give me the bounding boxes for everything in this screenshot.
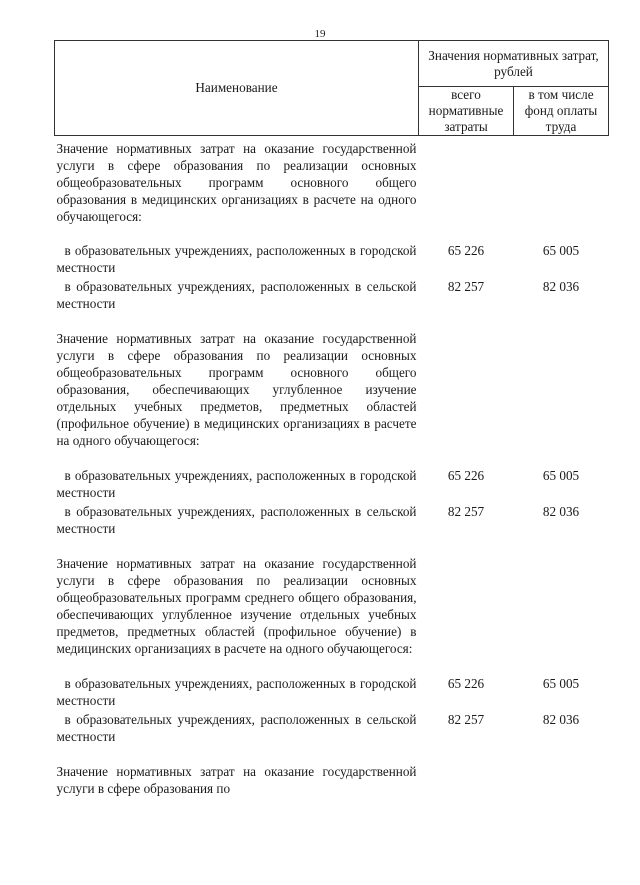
- row-label: в образовательных учреждениях, расположенных в городской местности: [56, 243, 417, 275]
- table-row: [55, 709, 609, 745]
- header-name: Наименование: [55, 41, 419, 136]
- wage-fund-value: 65 005: [542, 468, 580, 483]
- total-cost-value: 65 226: [447, 243, 485, 258]
- table-row: [55, 675, 609, 709]
- section-description-row: [55, 745, 609, 797]
- section-description: Значение нормативных затрат на оказание государственной услуги в сфере образования по реализации основных общеобразовательных программ основного общего образования, обеспечивающих углубленное изучение отдельных учебных предметов, предметных областей (профильное обучение) в медицинских организациях в расчете на одного обучающегося:: [56, 331, 417, 448]
- section-description-row: [55, 136, 609, 243]
- table-row: [55, 501, 609, 537]
- row-label: в образовательных учреждениях, расположенных в городской местности: [56, 468, 417, 500]
- wage-fund-value: 82 036: [542, 504, 580, 519]
- table-row: [55, 467, 609, 501]
- wage-fund-value: 65 005: [542, 676, 580, 691]
- total-cost-value: 82 257: [447, 504, 485, 519]
- table-row: [55, 276, 609, 312]
- table-row: [55, 242, 609, 276]
- row-label: в образовательных учреждениях, расположенных в сельской местности: [56, 504, 417, 536]
- header-wage-fund: в том числе фонд оплаты труда: [514, 87, 609, 136]
- norm-costs-table: [54, 40, 609, 797]
- header-cost-values: Значения нормативных затрат, рублей: [419, 41, 609, 87]
- row-label: в образовательных учреждениях, расположенных в сельской местности: [56, 712, 417, 744]
- total-cost-value: 65 226: [447, 468, 485, 483]
- section-description: Значение нормативных затрат на оказание государственной услуги в сфере образования по реализации основных общеобразовательных программ среднего общего образования, обеспечивающих углубленное изучение отдельных учебных предметов, предметных областей (профильное обучение) в медицинских организациях в расчете на одного обучающегося:: [56, 556, 417, 656]
- row-label: в образовательных учреждениях, расположенных в городской местности: [56, 676, 417, 708]
- section-description-row: [55, 312, 609, 467]
- section-description: Значение нормативных затрат на оказание государственной услуги в сфере образования по реализации основных общеобразовательных программ основного общего образования в медицинских организациях в расчете на одного обучающегося:: [56, 141, 417, 224]
- page-number: 19: [314, 28, 326, 40]
- section-description-row: [55, 537, 609, 675]
- row-label: в образовательных учреждениях, расположенных в сельской местности: [56, 279, 417, 311]
- wage-fund-value: 82 036: [542, 712, 580, 727]
- wage-fund-value: 65 005: [542, 243, 580, 258]
- wage-fund-value: 82 036: [542, 279, 580, 294]
- header-total-costs: всего нормативные затраты: [419, 87, 514, 136]
- section-description: Значение нормативных затрат на оказание государственной услуги в сфере образования по: [56, 764, 417, 796]
- total-cost-value: 65 226: [447, 676, 485, 691]
- total-cost-value: 82 257: [447, 712, 485, 727]
- total-cost-value: 82 257: [447, 279, 485, 294]
